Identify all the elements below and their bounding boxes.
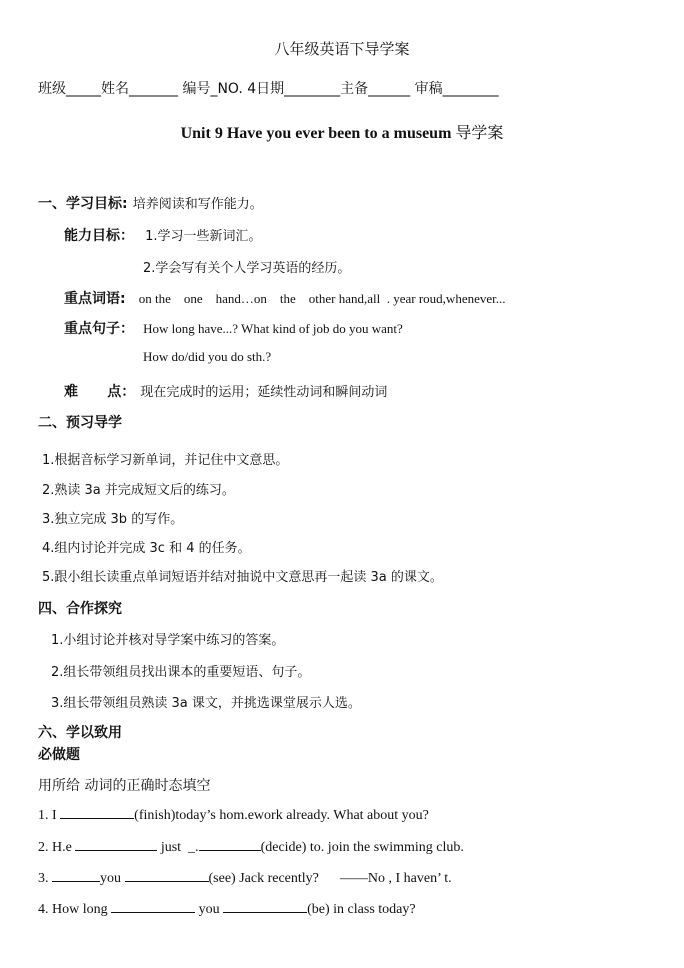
exercise-q3 [38,869,452,887]
words-label: 重点词语: [64,291,126,307]
q2-end: (decide) to. join the swimming club. [260,840,464,855]
section6-heading: 六、学以致用 [38,725,122,741]
ability-goal-row [64,225,262,245]
section1-heading: 一、学习目标: [38,196,128,212]
q3-start: 3. [38,871,52,886]
learning-goal-text: 培养阅读和写作能力。 [132,197,263,212]
preview-item-4: 4.组内讨论并完成 3c 和 4 的任务。 [42,541,251,556]
cooperate-item-1: 1.小组讨论并核对导学案中练习的答案。 [51,633,285,648]
section4-heading: 四、合作探究 [38,601,122,617]
exercise-q4 [38,900,416,918]
q1-blank-1[interactable] [60,806,134,819]
difficulty-label: 难 点： [64,384,136,400]
key-words-row [64,288,506,308]
unit-title-cn: 导学案 [455,123,504,142]
sentences-label: 重点句子： [64,321,134,337]
exercise-instruction: 用所给 动词的正确时态填空 [38,778,211,794]
key-sentences-row [64,318,403,338]
preview-item-1: 1.根据音标学习新单词，并记住中文意思。 [42,453,289,468]
q3-blank-2[interactable] [125,869,209,882]
ability-item-1: 1.学习一些新词汇。 [145,229,262,244]
q3-mid: you [100,871,125,886]
page-title: 八年级英语下导学案 [274,40,410,58]
difficulty-row [64,381,387,401]
info-line: 班级_____姓名_______ 编号_NO. 4日期________主备______ 审稿________ [38,81,499,97]
cooperate-item-2: 2.组长带领组员找出课本的重要短语、句子。 [51,665,311,680]
q1-start: 1. I [38,808,61,823]
ability-label: 能力目标： [64,228,134,244]
required-subheading: 必做题 [38,747,80,763]
ability-item-2: 2.学会写有关个人学习英语的经历。 [143,261,351,276]
preview-item-2: 2.熟读 3a 并完成短文后的练习。 [42,483,235,498]
q2-blank-1[interactable] [75,838,157,851]
exercise-q2 [38,838,464,856]
q3-blank-1[interactable] [52,869,100,882]
key-sentence-1: How long have...? What kind of job do you want? [143,321,403,336]
unit-title-en: Unit 9 Have you ever been to a museum [180,125,452,142]
exercise-q1 [38,806,429,824]
learning-goal-row [38,193,263,213]
q4-blank-2[interactable] [223,900,307,913]
cooperate-item-3: 3.组长带领组员熟读 3a 课文，并挑选课堂展示人选。 [51,696,361,711]
q2-mid: just _. [157,840,199,855]
q3-end: (see) Jack recently? ——No , I haven’ t. [208,871,452,886]
q2-blank-2[interactable] [199,838,261,851]
section2-heading: 二、预习导学 [38,415,122,431]
q4-mid: you [195,902,224,917]
q4-end: (be) in class today? [307,902,416,917]
key-sentence-2: How do/did you do sth.? [143,349,272,364]
q4-start: 4. How long [38,902,112,917]
unit-title [0,120,684,143]
q2-start: 2. H.e [38,840,76,855]
q1-end: (finish)today’s hom.ework already. What about you? [134,808,429,823]
preview-item-3: 3.独立完成 3b 的写作。 [42,512,184,527]
preview-item-5: 5.跟小组长读重点单词短语并结对抽说中文意思再一起读 3a 的课文。 [42,570,443,585]
key-words: on the one hand…on the other hand,all . year roud,whenever... [138,291,506,306]
difficulty-text: 现在完成时的运用；延续性动词和瞬间动词 [140,385,388,400]
q4-blank-1[interactable] [111,900,195,913]
